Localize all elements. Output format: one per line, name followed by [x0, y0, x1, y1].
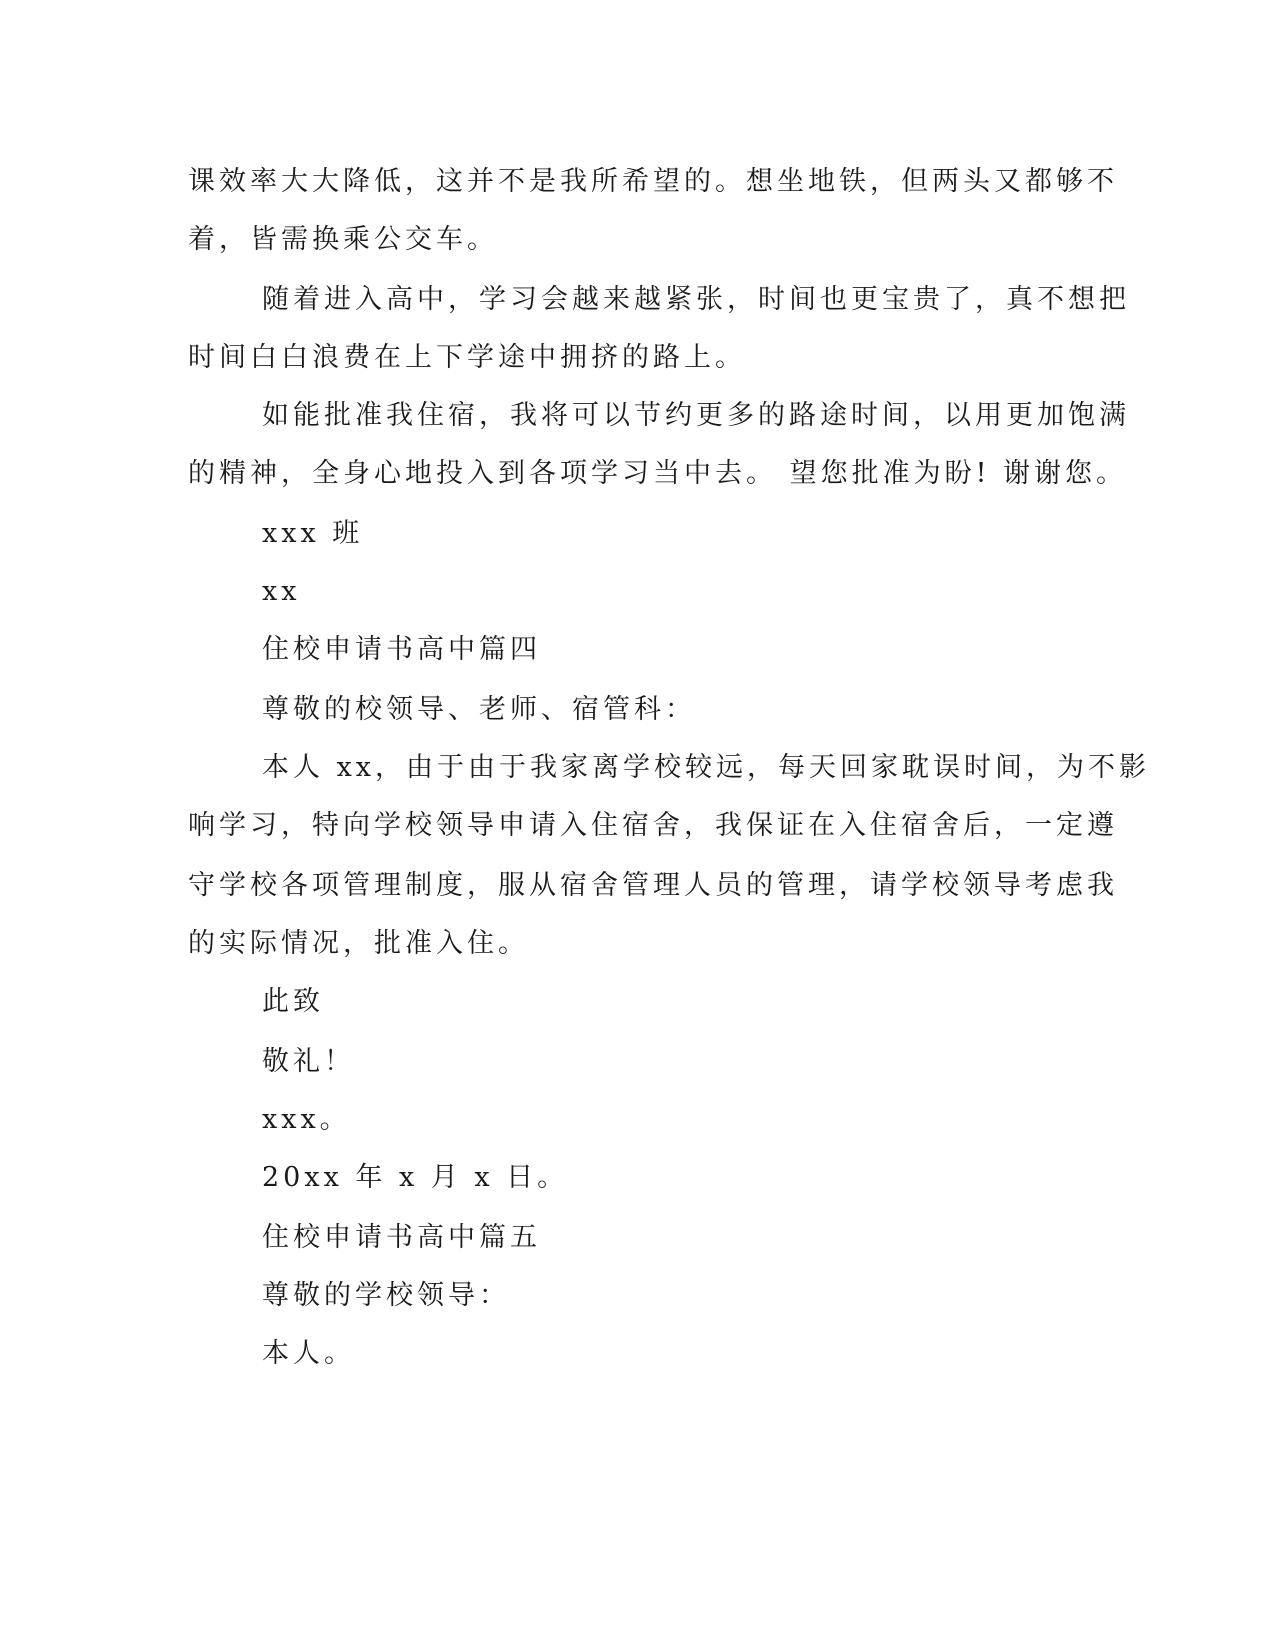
class-signature: xxx 班 — [262, 518, 364, 549]
paragraph-line: 课效率大大降低，这并不是我所希望的。想坐地铁，但两头又都够不 — [188, 166, 1118, 197]
salutation: 尊敬的学校领导： — [262, 1280, 510, 1311]
paragraph-line: 随着进入高中，学习会越来越紧张，时间也更宝贵了，真不想把 — [262, 284, 1130, 315]
closing-line: 此致 — [262, 986, 324, 1017]
paragraph-line: 本人。 — [262, 1338, 355, 1369]
salutation: 尊敬的校领导、老师、宿管科： — [262, 694, 696, 725]
name-signature: xx — [262, 576, 301, 607]
signature-name: xxx。 — [262, 1104, 351, 1135]
paragraph-line: 着，皆需换乘公交车。 — [188, 224, 498, 255]
section-heading: 住校申请书高中篇四 — [262, 634, 541, 665]
signature-date: 20xx 年 x 月 x 日。 — [262, 1162, 569, 1193]
paragraph-line: 时间白白浪费在上下学途中拥挤的路上。 — [188, 342, 746, 373]
paragraph-line: 本人 xx，由于由于我家离学校较远，每天回家耽误时间，为不影 — [262, 752, 1151, 783]
paragraph-line: 的实际情况，批准入住。 — [188, 928, 529, 959]
closing-regards: 敬礼！ — [262, 1046, 355, 1077]
section-heading: 住校申请书高中篇五 — [262, 1222, 541, 1253]
paragraph-line: 守学校各项管理制度，服从宿舍管理人员的管理，请学校领导考虑我 — [188, 870, 1118, 901]
paragraph-line: 的精神，全身心地投入到各项学习当中去。 望您批准为盼! 谢谢您。 — [188, 458, 1128, 489]
paragraph-line: 响学习，特向学校领导申请入住宿舍，我保证在入住宿舍后，一定遵 — [188, 810, 1118, 841]
paragraph-line: 如能批准我住宿，我将可以节约更多的路途时间，以用更加饱满 — [262, 400, 1130, 431]
